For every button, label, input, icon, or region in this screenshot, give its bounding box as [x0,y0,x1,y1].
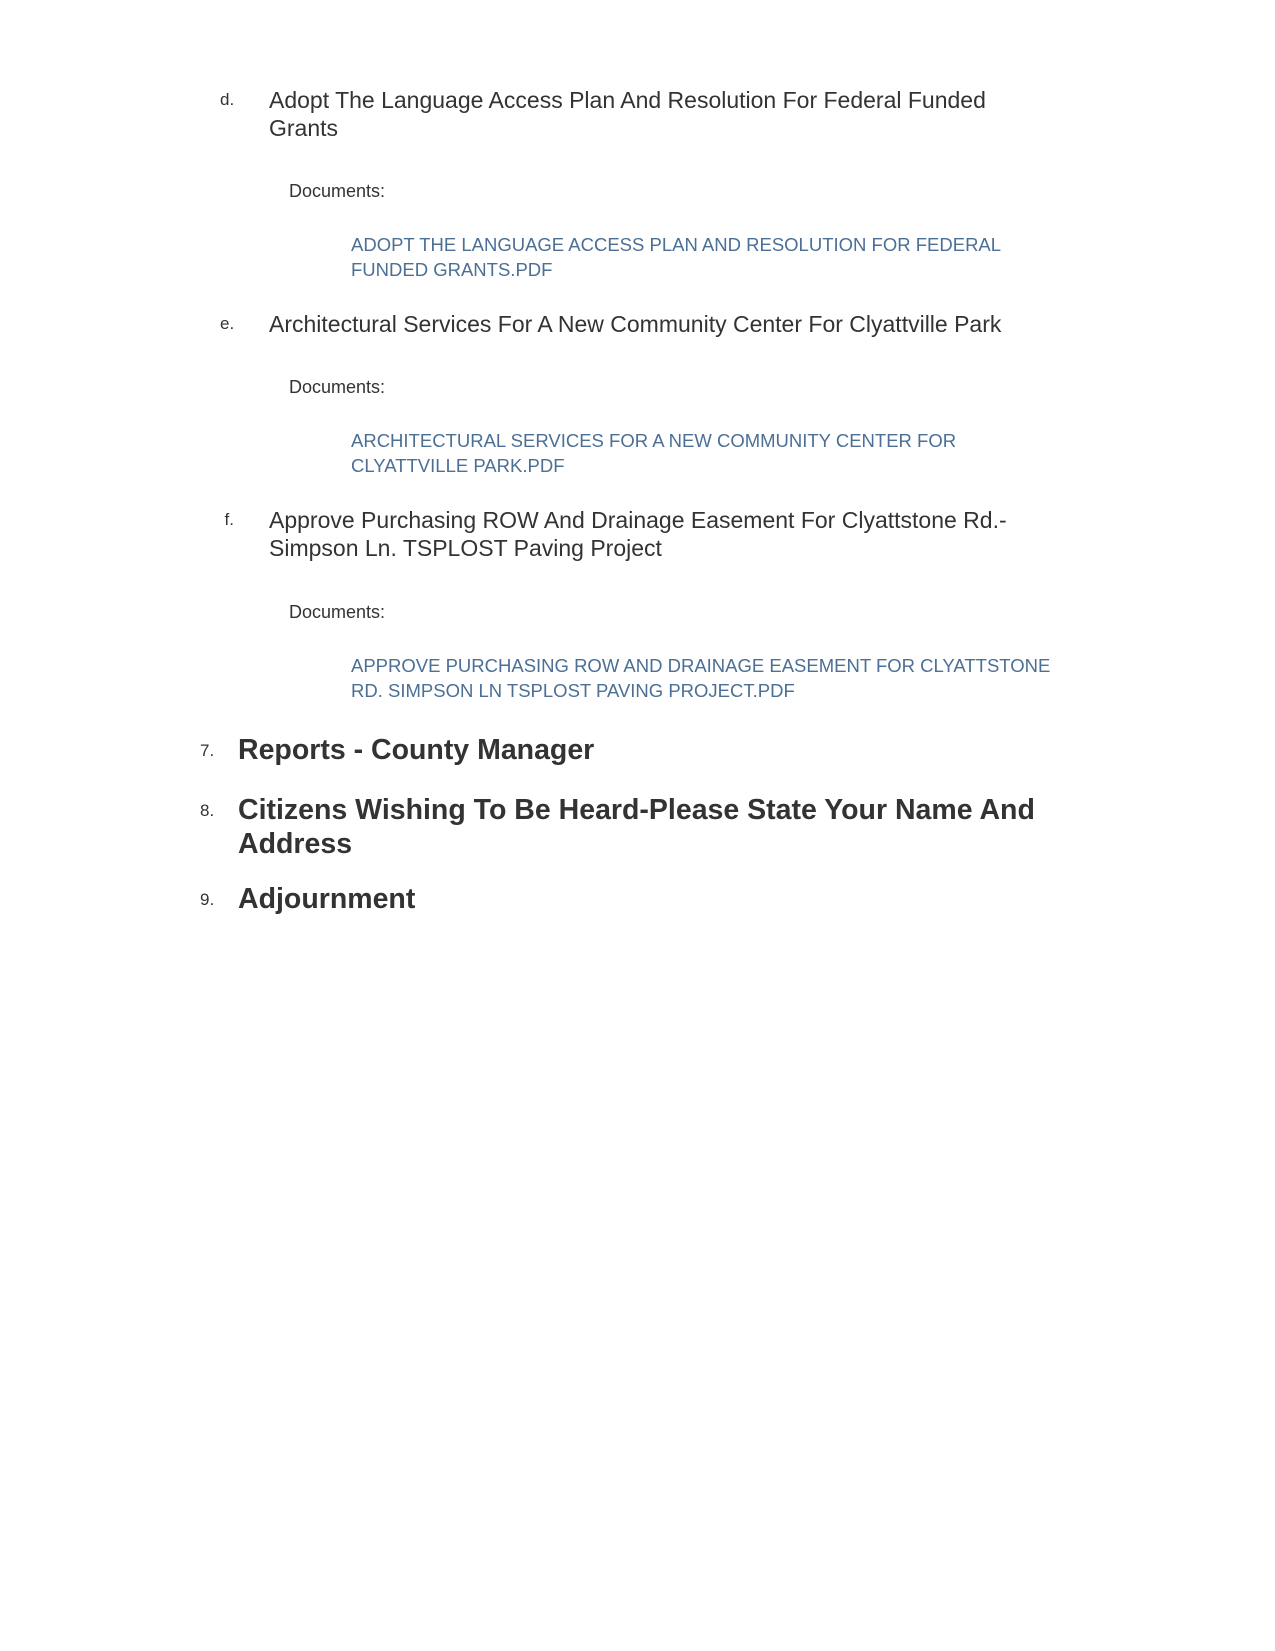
item-title: Reports - County Manager [238,734,595,766]
documents-label: Documents: [289,181,386,201]
item-title: Citizens Wishing To Be Heard-Please State Your Name And Address [238,794,1035,860]
documents-label: Documents: [289,602,386,622]
subitem-marker: d. [220,90,235,109]
document-link[interactable]: ARCHITECTURAL SERVICES FOR A NEW COMMUNITY CENTER FOR CLYATTVILLE PARK.PDF [351,430,957,476]
item-marker: 7. [200,741,215,760]
subitem-marker: f. [224,510,234,529]
documents-label: Documents: [289,377,386,397]
subitem-title: Approve Purchasing ROW And Drainage Easement For Clyattstone Rd.-Simpson Ln. TSPLOST Paving Project [269,507,1007,561]
document-link[interactable]: ADOPT THE LANGUAGE ACCESS PLAN AND RESOLUTION FOR FEDERAL FUNDED GRANTS.PDF [351,234,1001,280]
subitem-title: Adopt The Language Access Plan And Resolution For Federal Funded Grants [269,87,986,141]
document-link[interactable]: APPROVE PURCHASING ROW AND DRAINAGE EASEMENT FOR CLYATTSTONE RD. SIMPSON LN TSPLOST PAVING PROJECT.PDF [351,655,1051,701]
item-marker: 9. [200,890,215,909]
subitem-marker: e. [220,314,235,333]
item-title: Adjournment [238,883,416,915]
subitem-title: Architectural Services For A New Community Center For Clyattville Park [269,311,1002,337]
item-marker: 8. [200,801,215,820]
